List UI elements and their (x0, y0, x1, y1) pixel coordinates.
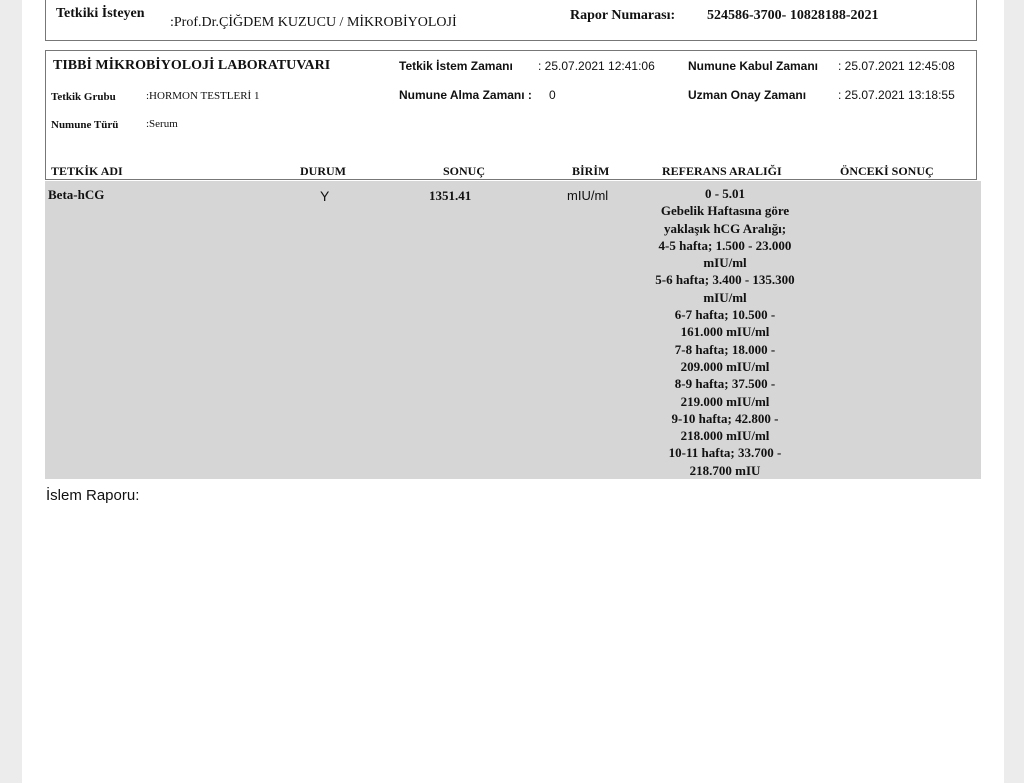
test-group-value: :HORMON TESTLERİ 1 (146, 90, 260, 102)
column-header-reference-range: REFERANS ARALIĞI (662, 164, 782, 178)
reference-range-cell (630, 185, 820, 479)
reference-line: 218.000 mIU/ml (680, 428, 770, 444)
reference-line: 161.000 mIU/ml (680, 324, 770, 340)
reference-line: 0 - 5.01 (704, 186, 746, 201)
request-time-label: Tetkik İstem Zamanı (399, 59, 513, 73)
table-row (45, 181, 981, 479)
reference-line: 7-8 hafta; 18.000 - (674, 341, 776, 357)
requester-label: Tetkiki İsteyen (56, 6, 145, 21)
process-report-label: İslem Raporu: (46, 487, 140, 504)
sample-type-value: :Serum (146, 118, 178, 130)
reference-line: 8-9 hafta; 37.500 - (674, 376, 776, 392)
reference-line: 219.000 mIU/ml (680, 393, 770, 409)
column-header-unit: BİRİM (572, 164, 610, 178)
status-cell: Y (320, 188, 330, 204)
reference-line: 218.700 mIU (689, 462, 761, 478)
approval-time-value: : 25.07.2021 13:18:55 (838, 88, 955, 102)
reference-line: 6-7 hafta; 10.500 - (674, 307, 776, 323)
reference-line: mIU/ml (703, 255, 747, 271)
accept-time-value: : 25.07.2021 12:45:08 (838, 59, 955, 73)
reference-line: 209.000 mIU/ml (680, 358, 770, 374)
unit-cell: mIU/ml (567, 188, 609, 203)
report-number-value: 524586-3700- 10828188-2021 (707, 8, 879, 23)
approval-time-label: Uzman Onay Zamanı (688, 88, 807, 102)
accept-time-label: Numune Kabul Zamanı (688, 59, 819, 73)
request-time-value: : 25.07.2021 12:41:06 (538, 59, 655, 73)
sample-type-label: Numune Türü (51, 119, 119, 131)
sample-time-value: 0 (549, 88, 556, 102)
reference-line: yaklaşık hCG Aralığı; (663, 220, 787, 236)
reference-line: 4-5 hafta; 1.500 - 23.000 (658, 237, 792, 253)
reference-line: mIU/ml (703, 289, 747, 305)
report-number-label: Rapor Numarası: (570, 8, 676, 23)
requester-value: :Prof.Dr.ÇİĞDEM KUZUCU / MİKROBİYOLOJİ (170, 15, 457, 30)
column-header-status: DURUM (300, 164, 346, 178)
sample-time-label: Numune Alma Zamanı : (399, 88, 532, 102)
column-header-result: SONUÇ (443, 164, 486, 178)
reference-line: 9-10 hafta; 42.800 - (671, 410, 779, 426)
column-header-previous-result: ÖNCEKİ SONUÇ (840, 164, 934, 178)
reference-line: 5-6 hafta; 3.400 - 135.300 (655, 272, 795, 288)
column-header-test-name: TETKİK ADI (51, 164, 123, 178)
test-group-label: Tetkik Grubu (51, 91, 116, 103)
lab-title: TIBBİ MİKROBİYOLOJİ LABORATUVARI (53, 58, 331, 73)
test-name-cell: Beta-hCG (48, 187, 105, 202)
result-cell: 1351.41 (429, 188, 472, 203)
reference-line: Gebelik Haftasına göre (660, 203, 790, 219)
reference-line: 10-11 hafta; 33.700 - (668, 445, 782, 461)
